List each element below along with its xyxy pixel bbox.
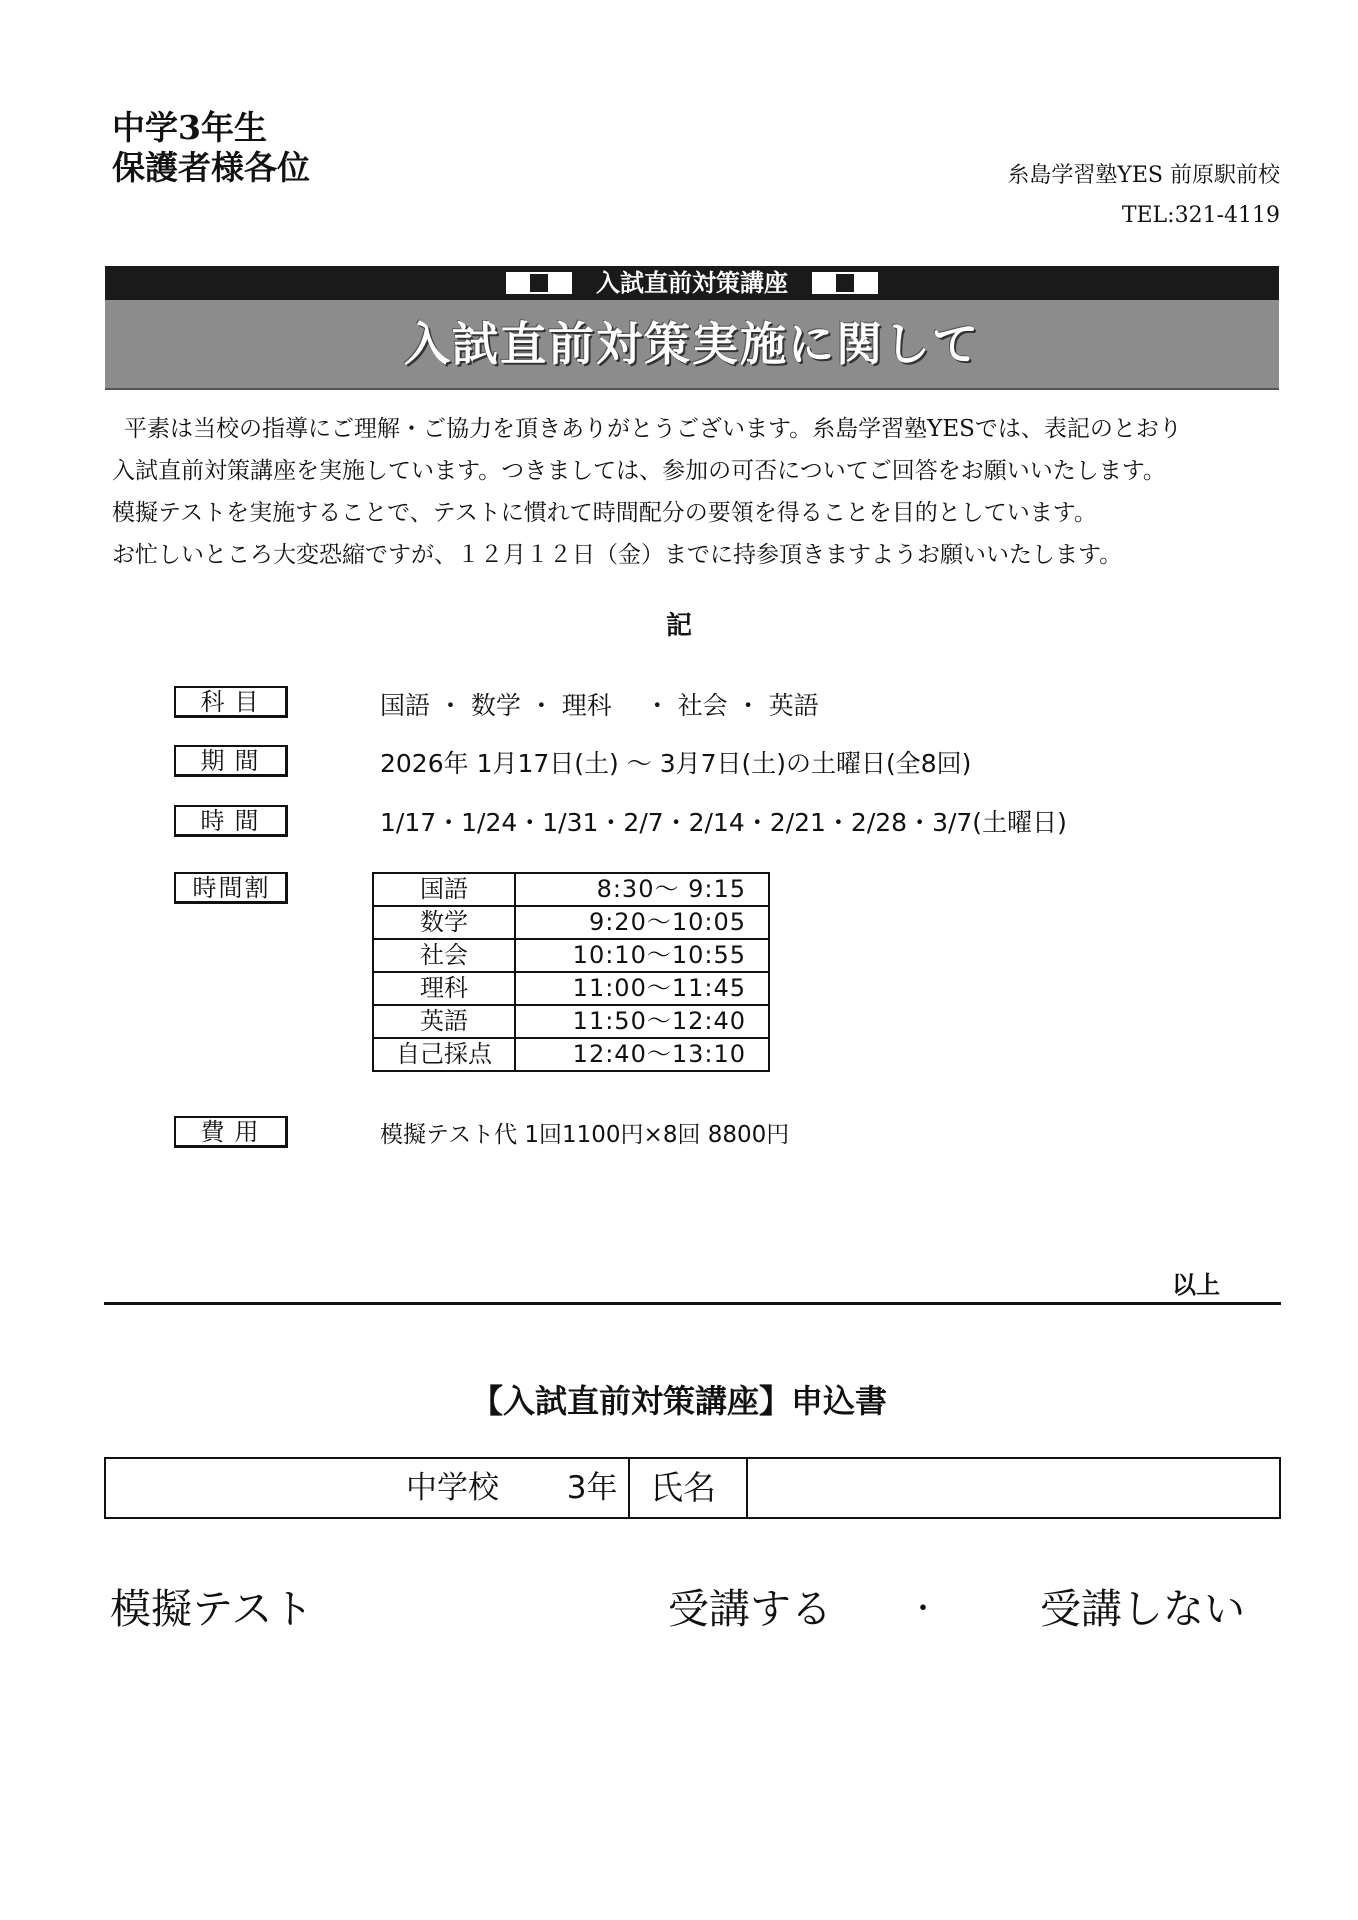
timetable-subject: 英語 (373, 1005, 515, 1038)
timetable-time: 12:40～13:10 (515, 1038, 769, 1071)
timetable-subject: 自己採点 (373, 1038, 515, 1071)
table-row (373, 1005, 769, 1038)
timetable-subject: 社会 (373, 939, 515, 972)
name-label: 氏名 (650, 1468, 716, 1507)
banner-title: 入試直前対策実施に関して (105, 300, 1279, 390)
period-value: 2026年 1月17日(土) ～ 3月7日(土)の土曜日(全8回) (380, 749, 972, 778)
name-field[interactable] (751, 1459, 1276, 1517)
timetable-time: 11:50～12:40 (515, 1005, 769, 1038)
timetable (372, 872, 770, 1072)
time-value: 1/17・1/24・1/31・2/7・2/14・2/21・2/28・3/7(土曜日) (380, 808, 1067, 837)
intro-line-4: お忙しいところ大変恐縮ですが、１２月１２日（金）までに持参頂きますようお願いいたします。 (112, 542, 1123, 568)
intro-paragraph (112, 408, 1272, 576)
table-row (373, 873, 769, 906)
fee-value: 模擬テスト代 1回1100円×8回 8800円 (380, 1122, 790, 1148)
intro-line-1: 平素は当校の指導にご理解・ご協力を頂きありがとうございます。糸島学習塾YESでは、表記のとおり (124, 416, 1182, 442)
subjects-label: 科目 (174, 686, 288, 718)
timetable-label: 時間割 (174, 872, 288, 904)
table-row (373, 1038, 769, 1071)
closing-text: 以上 (1172, 1271, 1220, 1299)
banner-subtitle-bar (105, 266, 1279, 300)
form-title: 【入試直前対策講座】申込書 (470, 1382, 887, 1420)
timetable-subject: 数学 (373, 906, 515, 939)
banner-subtitle: 入試直前対策講座 (596, 269, 788, 297)
square-ornament-left-icon (506, 266, 572, 300)
recipient-line-1: 中学3年生 (112, 108, 267, 147)
square-ornament-right-icon (812, 266, 878, 300)
table-row (373, 939, 769, 972)
option-not-attend[interactable]: 受講しない (1040, 1585, 1245, 1633)
time-label: 時間 (174, 805, 288, 837)
timetable-time: 11:00～11:45 (515, 972, 769, 1005)
timetable-subject: 理科 (373, 972, 515, 1005)
option-separator: ・ (908, 1592, 938, 1627)
recipient-block (112, 108, 310, 188)
sender-name: 糸島学習塾YES 前原駅前校 (1007, 163, 1280, 188)
timetable-time: 10:10～10:55 (515, 939, 769, 972)
ki-heading: 記 (665, 611, 692, 641)
recipient-line-2: 保護者様各位 (112, 148, 310, 187)
subjects-value: 国語 ・ 数学 ・ 理科 ・ 社会 ・ 英語 (380, 691, 819, 720)
school-label: 中学校 (406, 1470, 499, 1506)
timetable-subject: 国語 (373, 873, 515, 906)
cut-divider (104, 1302, 1281, 1305)
period-label: 期間 (174, 745, 288, 777)
intro-line-2: 入試直前対策講座を実施しています。つきましては、参加の可否についてご回答をお願いいたします。 (112, 458, 1166, 484)
intro-line-3: 模擬テストを実施することで、テストに慣れて時間配分の要領を得ることを目的としています。 (112, 500, 1097, 526)
timetable-time: 9:20～10:05 (515, 906, 769, 939)
course-label: 模擬テスト (110, 1585, 314, 1633)
form-divider (628, 1459, 630, 1517)
sender-tel: TEL:321-4119 (1121, 203, 1280, 228)
fee-label: 費用 (174, 1116, 288, 1148)
timetable-time: 8:30～ 9:15 (515, 873, 769, 906)
grade-label: 3年 (566, 1470, 618, 1506)
sender-block (1007, 156, 1280, 236)
table-row (373, 906, 769, 939)
table-row (373, 972, 769, 1005)
application-form-row (104, 1457, 1281, 1519)
form-divider (746, 1459, 748, 1517)
option-attend[interactable]: 受講する (668, 1585, 832, 1633)
